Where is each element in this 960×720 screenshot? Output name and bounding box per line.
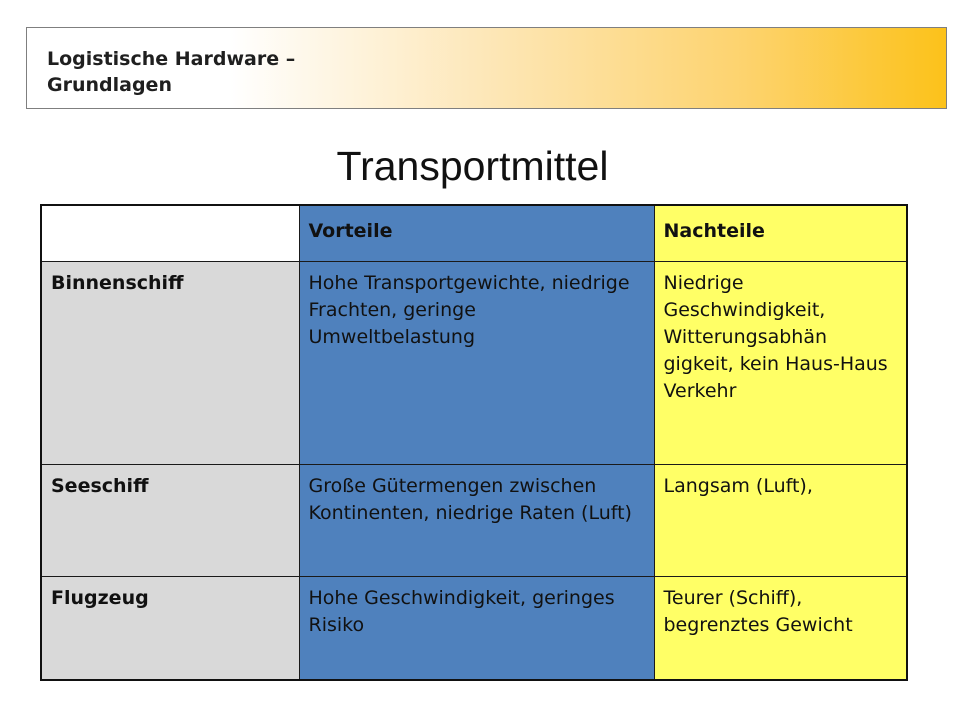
row-label-flugzeug: Flugzeug (41, 577, 299, 680)
cell-nachteile-seeschiff: Langsam (Luft), (654, 465, 907, 577)
table-corner-cell (41, 205, 299, 262)
comparison-table (40, 204, 908, 681)
header-title: Logistische Hardware – Grundlagen (47, 48, 296, 96)
table-row-binnenschiff (41, 262, 907, 465)
cell-vorteile-seeschiff: Große Gütermengen zwischen Kontinenten, niedrige Raten (Luft) (299, 465, 654, 577)
cell-nachteile-binnenschiff: Niedrige Geschwindigkeit, Witterungsabhän gigkeit, kein Haus-Haus Verkehr (654, 262, 907, 465)
cell-nachteile-flugzeug: Teurer (Schiff), begrenztes Gewicht (654, 577, 907, 680)
column-header-vorteile: Vorteile (299, 205, 654, 262)
row-label-binnenschiff: Binnenschiff (41, 262, 299, 465)
column-header-nachteile: Nachteile (654, 205, 907, 262)
header-banner (26, 27, 947, 109)
cell-vorteile-binnenschiff: Hohe Transportgewichte, niedrige Frachten, geringe Umweltbelastung (299, 262, 654, 465)
table-header-row (41, 205, 907, 262)
table-row-flugzeug (41, 577, 907, 680)
slide-title: Transportmittel (336, 143, 609, 189)
row-label-seeschiff: Seeschiff (41, 465, 299, 577)
table-row-seeschiff (41, 465, 907, 577)
cell-vorteile-flugzeug: Hohe Geschwindigkeit, geringes Risiko (299, 577, 654, 680)
